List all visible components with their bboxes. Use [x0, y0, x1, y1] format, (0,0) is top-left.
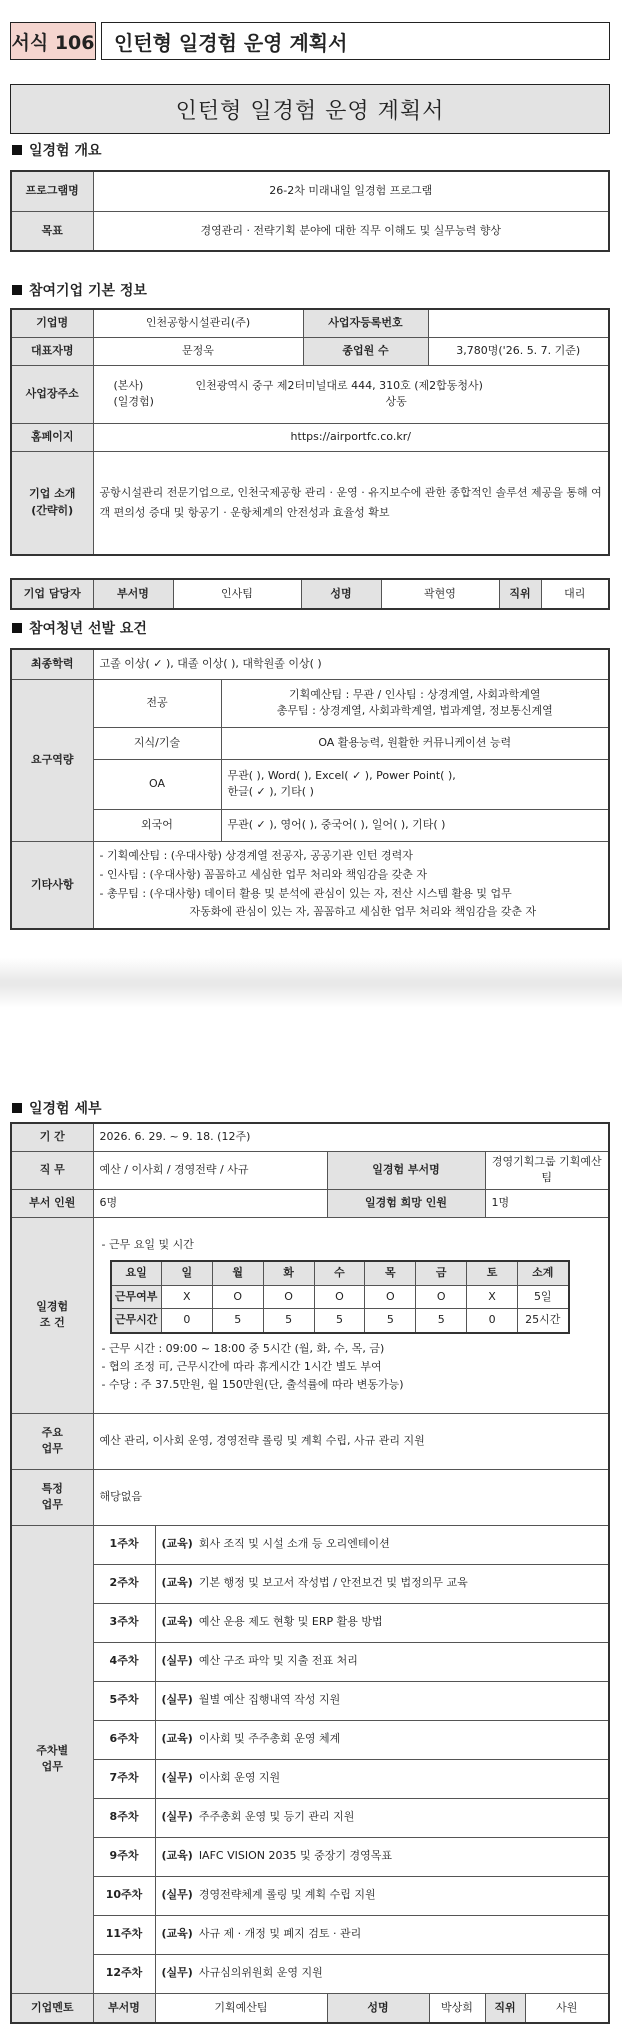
- oa-line2: 한글( ✓ ), 기타( ): [227, 785, 314, 798]
- page-2: [0, 1008, 622, 2014]
- etc-label: 기타사항: [11, 841, 93, 929]
- section-detail-heading: [12, 1098, 102, 1118]
- period-value: 2026. 6. 29. ~ 9. 18. (12주): [93, 1123, 609, 1151]
- hq-address: 인천광역시 중구 제2터미널대로 444, 310호 (제2합동청사): [195, 378, 483, 392]
- form-header: [10, 22, 610, 60]
- program-value: 26-2차 미래내일 일경험 프로그램: [93, 171, 609, 211]
- cond-note2: - 협의 조정 可, 근무시간에 따라 휴게시간 1시간 별도 부여: [101, 1359, 382, 1373]
- week-task-type: (실무): [161, 1654, 193, 1668]
- mentor-name-label: 성명: [327, 1993, 429, 2023]
- major-label: 전공: [93, 679, 221, 727]
- schedule-row-days: [111, 1285, 569, 1309]
- week-task: [155, 1915, 609, 1954]
- square-bullet-icon: [12, 1103, 22, 1113]
- program-label: 프로그램명: [11, 171, 93, 211]
- special-duty-label-line2: 업무: [41, 1498, 63, 1511]
- week-task: [155, 1759, 609, 1798]
- contact-title-label: 직위: [499, 579, 541, 609]
- lang-value: 무관( ✓ ), 영어( ), 중국어( ), 일어( ), 기타( ): [221, 809, 609, 841]
- week-number: 4주차: [93, 1642, 155, 1681]
- staff-value: 3,780명('26. 5. 7. 기준): [428, 337, 609, 365]
- schedule-cell: O: [314, 1285, 365, 1309]
- mentor-name-value: 박상희: [429, 1993, 485, 2023]
- intro-label-line2: (간략히): [31, 503, 74, 517]
- page-1: [0, 0, 622, 958]
- oa-value: [221, 759, 609, 809]
- week-task-type: (실무): [161, 1810, 193, 1824]
- week-number: 7주차: [93, 1759, 155, 1798]
- section-company-heading: [12, 280, 147, 300]
- square-bullet-icon: [12, 623, 22, 633]
- homepage-label: 홈페이지: [11, 423, 93, 451]
- week-task: [155, 1681, 609, 1720]
- week-task-type: (실무): [161, 1888, 193, 1902]
- period-label: 기 간: [11, 1123, 93, 1151]
- weekly-label-line1: 주차별: [36, 1743, 69, 1757]
- contact-dept-value: 인사팀: [173, 579, 301, 609]
- week-number: 6주차: [93, 1720, 155, 1759]
- address-value: [93, 365, 609, 423]
- week-row: [11, 1954, 609, 1993]
- etc-line2: - 인사팀 : (우대사항) 꼼꼼하고 세심한 업무 처리와 책임감을 갖춘 자: [99, 868, 427, 882]
- staff-label: 종업원 수: [303, 337, 428, 365]
- weekly-label: [11, 1525, 93, 1993]
- week-row: [11, 1525, 609, 1564]
- intro-label: [11, 451, 93, 555]
- mentor-title-value: 사원: [525, 1993, 609, 2023]
- week-task: [155, 1798, 609, 1837]
- lang-label: 외국어: [93, 809, 221, 841]
- week-task-text: 기본 행정 및 보고서 작성법 / 안전보건 및 법정의무 교육: [198, 1576, 468, 1590]
- schedule-cell: 5: [212, 1309, 263, 1333]
- form-name: 인턴형 일경험 운영 계획서: [101, 22, 610, 60]
- week-number: 2주차: [93, 1564, 155, 1603]
- section-company-title: 참여기업 기본 정보: [29, 283, 147, 299]
- ceo-value: 문정욱: [93, 337, 303, 365]
- schedule-cell: 5: [416, 1309, 467, 1333]
- company-name-value: 인천공항시설관리(주): [93, 309, 303, 337]
- homepage-value: https://airportfc.co.kr/: [93, 423, 609, 451]
- site-tag: (일경험): [113, 395, 154, 408]
- bizno-value: [428, 309, 609, 337]
- week-task: [155, 1642, 609, 1681]
- edu-value: 고졸 이상( ✓ ), 대졸 이상( ), 대학원졸 이상( ): [93, 649, 609, 679]
- schedule-cell: 0: [467, 1309, 518, 1333]
- special-duty-value: 해당없음: [93, 1469, 609, 1525]
- company-name-label: 기업명: [11, 309, 93, 337]
- schedule-header-cell: 목: [365, 1261, 416, 1285]
- week-task: [155, 1837, 609, 1876]
- section-overview-heading: [12, 140, 102, 160]
- mentor-title-label: 직위: [485, 1993, 525, 2023]
- staff-count-label: 부서 인원: [11, 1189, 93, 1217]
- contact-table: [10, 578, 610, 610]
- square-bullet-icon: [12, 285, 22, 295]
- schedule-header-cell: 금: [416, 1261, 467, 1285]
- goal-value: 경영관리 · 전략기획 분야에 대한 직무 이해도 및 실무능력 향상: [93, 211, 609, 251]
- main-duty-label: [11, 1413, 93, 1469]
- section-requirements-title: 참여청년 선발 요건: [29, 621, 147, 637]
- skill-value: OA 활용능력, 원활한 커뮤니케이션 능력: [221, 727, 609, 759]
- week-row: [11, 1642, 609, 1681]
- week-row: [11, 1837, 609, 1876]
- weekly-tasks: [11, 1525, 609, 1993]
- schedule-header-cell: 월: [212, 1261, 263, 1285]
- main-duty-label-line2: 업무: [41, 1442, 63, 1455]
- week-task-type: (교육): [161, 1537, 193, 1551]
- week-task-type: (교육): [161, 1615, 193, 1629]
- mentor-dept-value: 기획예산팀: [155, 1993, 327, 2023]
- week-row: [11, 1564, 609, 1603]
- contact-name-label: 성명: [301, 579, 381, 609]
- address-label: 사업장주소: [11, 365, 93, 423]
- hope-count-value: 1명: [485, 1189, 609, 1217]
- week-number: 12주차: [93, 1954, 155, 1993]
- main-title: 인턴형 일경험 운영 계획서: [10, 84, 610, 134]
- week-number: 1주차: [93, 1525, 155, 1564]
- schedule-cell: O: [212, 1285, 263, 1309]
- week-task: [155, 1525, 609, 1564]
- week-task-type: (교육): [161, 1927, 193, 1941]
- week-row: [11, 1915, 609, 1954]
- mentor-dept-label: 부서명: [93, 1993, 155, 2023]
- intro-label-line1: 기업 소개: [29, 487, 76, 501]
- cond-note3: - 수당 : 주 37.5만원, 월 150만원(단, 출석률에 따라 변동가능): [101, 1377, 404, 1391]
- week-row: [11, 1720, 609, 1759]
- oa-label: OA: [93, 759, 221, 809]
- week-task-text: 이사회 및 주주총회 운영 체계: [198, 1732, 341, 1746]
- week-task-text: 월별 예산 집행내역 작성 지원: [198, 1693, 341, 1707]
- schedule-cell: 5: [314, 1309, 365, 1333]
- week-task-text: 경영전략체계 롤링 및 계획 수립 지원: [198, 1888, 376, 1902]
- cond-intro: - 근무 요일 및 시간: [101, 1237, 194, 1251]
- section-requirements-heading: [12, 618, 147, 638]
- schedule-row-hours: [111, 1309, 569, 1333]
- week-task-type: (실무): [161, 1693, 193, 1707]
- cond-note1: - 근무 시간 : 09:00 ~ 18:00 중 5시간 (월, 화, 수, 목, 금): [101, 1341, 385, 1355]
- week-row: [11, 1681, 609, 1720]
- cond-label: [11, 1217, 93, 1413]
- duty-label: 직 무: [11, 1151, 93, 1189]
- week-task-text: 예산 구조 파악 및 지출 전표 처리: [198, 1654, 358, 1668]
- section-overview-title: 일경험 개요: [29, 143, 102, 159]
- week-task: [155, 1603, 609, 1642]
- week-task: [155, 1954, 609, 1993]
- schedule-table: [110, 1260, 570, 1334]
- week-task-type: (교육): [161, 1576, 193, 1590]
- contact-dept-label: 부서명: [93, 579, 173, 609]
- cond-label-line1: 일경험: [36, 1299, 69, 1313]
- schedule-header-cell: 화: [263, 1261, 314, 1285]
- competency-label: 요구역량: [11, 679, 93, 841]
- schedule-cell: O: [416, 1285, 467, 1309]
- site-address: 상동: [385, 395, 407, 408]
- special-duty-label-line1: 특정: [41, 1481, 63, 1495]
- schedule-cell: 5: [365, 1309, 416, 1333]
- staff-count-value: 6명: [93, 1189, 327, 1217]
- hq-tag: (본사): [113, 378, 144, 392]
- week-task-text: 사규 제 · 개정 및 폐지 검토 · 관리: [198, 1927, 362, 1941]
- square-bullet-icon: [12, 145, 22, 155]
- schedule-header-cell: 소계: [518, 1261, 569, 1285]
- schedule-cell: 0: [161, 1309, 212, 1333]
- schedule-cell: X: [467, 1285, 518, 1309]
- week-task-type: (교육): [161, 1732, 193, 1746]
- week-task-text: 주주총회 운영 및 등기 관리 지원: [198, 1810, 355, 1824]
- major-line1: 기획예산팀 : 무관 / 인사팀 : 상경계열, 사회과학계열: [288, 687, 541, 701]
- week-number: 11주차: [93, 1915, 155, 1954]
- schedule-cell: 5일: [518, 1285, 569, 1309]
- schedule-cell: 5: [263, 1309, 314, 1333]
- schedule-header-row: [111, 1261, 569, 1285]
- etc-line3: - 총무팀 : (우대사항) 데이터 활용 및 분석에 관심이 있는 자, 전산 시스템 활용 및 업무: [99, 886, 512, 900]
- week-task-text: IAFC VISION 2035 및 중장기 경영목표: [198, 1849, 392, 1863]
- ceo-label: 대표자명: [11, 337, 93, 365]
- etc-line1: - 기획예산팀 : (우대사항) 상경계열 전공자, 공공기관 인턴 경력자: [99, 849, 413, 863]
- week-number: 8주차: [93, 1798, 155, 1837]
- week-task-text: 이사회 운영 지원: [198, 1771, 281, 1785]
- section-detail-title: 일경험 세부: [29, 1101, 102, 1117]
- bizno-label: 사업자등록번호: [303, 309, 428, 337]
- week-task: [155, 1876, 609, 1915]
- main-duty-label-line1: 주요: [41, 1425, 63, 1439]
- schedule-row-label: 근무시간: [111, 1309, 162, 1333]
- week-row: [11, 1798, 609, 1837]
- week-row: [11, 1759, 609, 1798]
- schedule-header-cell: 일: [161, 1261, 212, 1285]
- goal-label: 목표: [11, 211, 93, 251]
- form-code-badge: 서식 106: [10, 22, 96, 60]
- schedule-cell: O: [365, 1285, 416, 1309]
- week-task-type: (교육): [161, 1849, 193, 1863]
- dept-value: 경영기획그룹 기획예산팀: [485, 1151, 609, 1189]
- week-task-text: 회사 조직 및 시설 소개 등 오리엔테이션: [198, 1537, 390, 1551]
- schedule-cell: 25시간: [518, 1309, 569, 1333]
- cond-value: [93, 1217, 609, 1413]
- overview-table: [10, 170, 610, 252]
- contact-label: 기업 담당자: [11, 579, 93, 609]
- week-task-type: (실무): [161, 1966, 193, 1980]
- week-task: [155, 1564, 609, 1603]
- schedule-cell: X: [161, 1285, 212, 1309]
- dept-label: 일경험 부서명: [327, 1151, 485, 1189]
- schedule-cell: O: [263, 1285, 314, 1309]
- week-task-type: (실무): [161, 1771, 193, 1785]
- detail-table: [10, 1122, 610, 2024]
- edu-label: 최종학력: [11, 649, 93, 679]
- main-duty-value: 예산 관리, 이사회 운영, 경영전략 롤링 및 계획 수립, 사규 관리 지원: [93, 1413, 609, 1469]
- week-number: 3주차: [93, 1603, 155, 1642]
- duty-value: 예산 / 이사회 / 경영전략 / 사규: [93, 1151, 327, 1189]
- week-task-text: 사규심의위원회 운영 지원: [198, 1966, 323, 1980]
- schedule-row-label: 근무여부: [111, 1285, 162, 1309]
- special-duty-label: [11, 1469, 93, 1525]
- major-value: [221, 679, 609, 727]
- skill-label: 지식/기술: [93, 727, 221, 759]
- requirements-table: [10, 648, 610, 930]
- week-number: 5주차: [93, 1681, 155, 1720]
- week-number: 10주차: [93, 1876, 155, 1915]
- contact-name-value: 곽현영: [381, 579, 499, 609]
- hope-count-label: 일경험 희망 인원: [327, 1189, 485, 1217]
- schedule-header-cell: 토: [467, 1261, 518, 1285]
- page-separator: [0, 958, 622, 1008]
- cond-label-line2: 조 건: [39, 1316, 65, 1329]
- week-row: [11, 1603, 609, 1642]
- schedule-header-cell: 요일: [111, 1261, 162, 1285]
- schedule-header-cell: 수: [314, 1261, 365, 1285]
- week-task: [155, 1720, 609, 1759]
- etc-line4: 자동화에 관심이 있는 자, 꼼꼼하고 세심한 업무 처리와 책임감을 갖춘 자: [189, 905, 537, 919]
- intro-value: 공항시설관리 전문기업으로, 인천국제공항 관리 · 운영 · 유지보수에 관한 종합적인 솔루션 제공을 통해 여객 편의성 증대 및 항공기 · 운항체계의 안전성과 효율성 확보: [93, 451, 609, 555]
- company-table: [10, 308, 610, 556]
- mentor-label: 기업멘토: [11, 1993, 93, 2023]
- etc-value: [93, 841, 609, 929]
- weekly-label-line2: 업무: [41, 1760, 63, 1773]
- major-line2: 총무팀 : 상경계열, 사회과학계열, 법과계열, 정보통신계열: [276, 704, 553, 717]
- week-task-text: 예산 운용 제도 현황 및 ERP 활용 방법: [198, 1615, 383, 1629]
- week-number: 9주차: [93, 1837, 155, 1876]
- contact-title-value: 대리: [541, 579, 609, 609]
- week-row: [11, 1876, 609, 1915]
- oa-line1: 무관( ), Word( ), Excel( ✓ ), Power Point( ),: [227, 768, 456, 782]
